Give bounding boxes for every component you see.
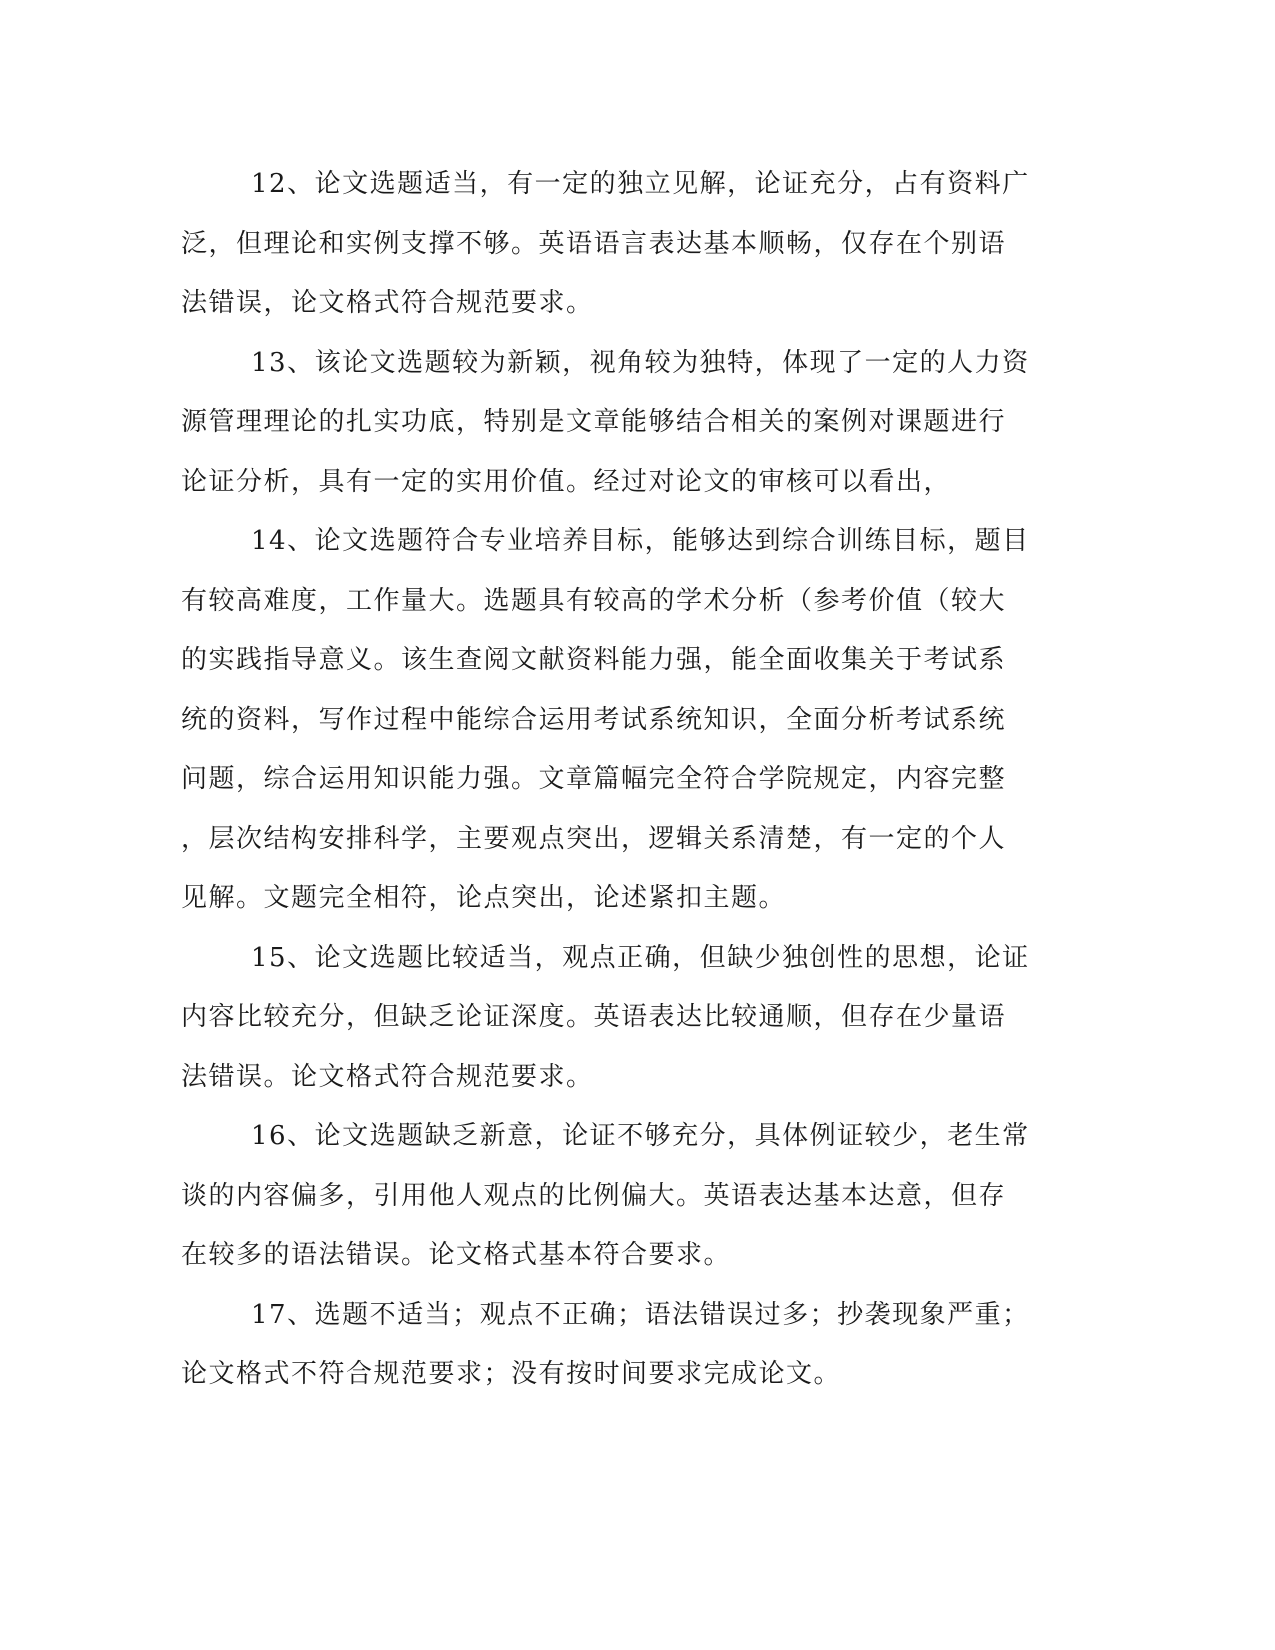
paragraph-17 bbox=[181, 1286, 1031, 1405]
document-body bbox=[181, 155, 1031, 1405]
paragraph-line: 论文格式不符合规范要求；没有按时间要求完成论文。 bbox=[181, 1359, 842, 1389]
paragraph-line: 在较多的语法错误。论文格式基本符合要求。 bbox=[181, 1240, 732, 1270]
paragraph-line: 问题，综合运用知识能力强。文章篇幅完全符合学院规定，内容完整 bbox=[181, 764, 1007, 794]
paragraph-line: ，层次结构安排科学，主要观点突出，逻辑关系清楚，有一定的个人 bbox=[181, 823, 1007, 854]
paragraph-14 bbox=[181, 512, 1031, 929]
paragraph-16 bbox=[181, 1107, 1031, 1286]
paragraph-line: 源管理理论的扎实功底，特别是文章能够结合相关的案例对课题进行 bbox=[181, 407, 1007, 437]
paragraph-13 bbox=[181, 334, 1031, 513]
paragraph-line: 统的资料，写作过程中能综合运用考试系统知识，全面分析考试系统 bbox=[181, 704, 1007, 735]
paragraph-line: 16、论文选题缺乏新意，论证不够充分，具体例证较少，老生常 bbox=[251, 1121, 1030, 1151]
paragraph-15 bbox=[181, 929, 1031, 1108]
paragraph-line: 法错误。论文格式符合规范要求。 bbox=[181, 1061, 594, 1092]
paragraph-line: 17、选题不适当；观点不正确；语法错误过多；抄袭现象严重； bbox=[251, 1299, 1030, 1330]
paragraph-line: 法错误，论文格式符合规范要求。 bbox=[181, 288, 594, 318]
paragraph-line: 13、该论文选题较为新颖，视角较为独特，体现了一定的人力资 bbox=[251, 347, 1030, 378]
paragraph-line: 泛，但理论和实例支撑不够。英语语言表达基本顺畅，仅存在个别语 bbox=[181, 228, 1007, 259]
paragraph-line: 12、论文选题适当，有一定的独立见解，论证充分，占有资料广 bbox=[251, 169, 1030, 199]
paragraph-line: 谈的内容偏多，引用他人观点的比例偏大。英语表达基本达意，但存 bbox=[181, 1180, 1007, 1211]
paragraph-line: 15、论文选题比较适当，观点正确，但缺少独创性的思想，论证 bbox=[251, 942, 1030, 973]
paragraph-line: 论证分析，具有一定的实用价值。经过对论文的审核可以看出， bbox=[181, 466, 952, 497]
paragraph-line: 的实践指导意义。该生查阅文献资料能力强，能全面收集关于考试系 bbox=[181, 645, 1007, 675]
paragraph-line: 有较高难度，工作量大。选题具有较高的学术分析（参考价值（较大 bbox=[181, 585, 1007, 616]
paragraph-12 bbox=[181, 155, 1031, 334]
paragraph-line: 14、论文选题符合专业培养目标，能够达到综合训练目标，题目 bbox=[251, 526, 1030, 556]
paragraph-line: 内容比较充分，但缺乏论证深度。英语表达比较通顺，但存在少量语 bbox=[181, 1002, 1007, 1032]
paragraph-line: 见解。文题完全相符，论点突出，论述紧扣主题。 bbox=[181, 883, 787, 913]
